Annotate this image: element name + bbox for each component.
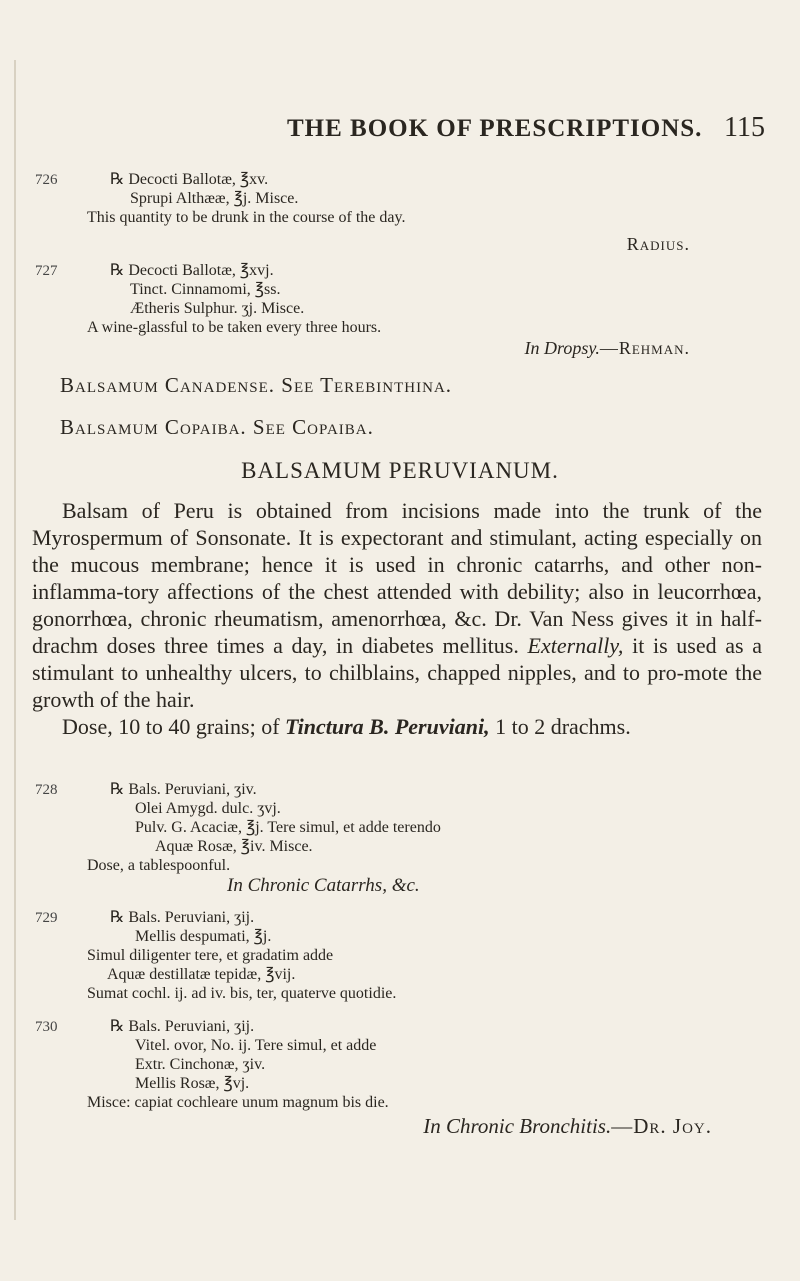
author-label: —Rehman.: [599, 338, 690, 358]
paragraph-2-italic: Tinctura B. Peruviani,: [285, 714, 490, 739]
author-label: —Dr. Joy.: [611, 1114, 712, 1138]
rx-line: Extr. Cinchonæ, ʒiv.: [135, 1056, 266, 1073]
rx-line: ℞ Bals. Peruviani, ʒiv.: [110, 781, 257, 798]
rx-line: ℞ Decocti Ballotæ, ℥xvj.: [110, 262, 274, 279]
rx-line: This quantity to be drunk in the course of the day.: [87, 209, 406, 226]
paragraph-2-end: 1 to 2 drachms.: [495, 714, 631, 739]
main-text: [32, 497, 762, 740]
rx-line: A wine-glassful to be taken every three hours.: [87, 319, 382, 336]
rx-line: Ætheris Sulphur. ʒj. Misce.: [130, 300, 305, 317]
page-number: 115: [724, 112, 765, 143]
rx-line: Dose, a tablespoonful.: [87, 857, 231, 874]
rx-line: Olei Amygd. dulc. ʒvj.: [135, 800, 281, 817]
disease-author-727: [524, 338, 690, 359]
rx-line: Mellis Rosæ, ℥vj.: [135, 1075, 250, 1092]
paragraph-1-text: Balsam of Peru is obtained from incisions made into the trunk of the Myrospermum of Sonsonate. It is expectorant and stimulant, acting especially on the mucous membrane; hence it is used in chronic catarrhs, and other non-inflamma-tory affections of the chest attended with debility; also in leucorrhœa, gonorrhœa, chronic rheumatism, amenorrhœa, &c. Dr. Van Ness gives it in half-drachm doses three times a day, in diabetes mellitus.: [32, 498, 762, 658]
paragraph-2-text: Dose, 10 to 40 grains; of: [62, 714, 280, 739]
prescription-number: 729: [35, 910, 58, 926]
rx-line: Sprupi Althææ, ℥j. Misce.: [130, 190, 299, 207]
paragraph-1-italic: Externally,: [527, 633, 624, 658]
rx-line: Aquæ Rosæ, ℥iv. Misce.: [155, 838, 313, 855]
rx-line: ℞ Bals. Peruviani, ʒij.: [110, 909, 255, 926]
running-head: THE BOOK OF PRESCRIPTIONS.: [287, 115, 703, 142]
paragraph-1: [32, 497, 762, 713]
rx-line: Mellis despumati, ℥j.: [135, 928, 272, 945]
page-edge: [14, 60, 16, 1220]
prescription-number: 730: [35, 1019, 58, 1035]
rx-line: Tinct. Cinnamomi, ℥ss.: [130, 281, 281, 298]
paragraph-1-end: it is used as a stimulant to unhealthy ulcers, to chilblains, chapped nipples, and to pro-mote the growth of the hair.: [32, 633, 763, 712]
rx-line: Simul diligenter tere, et gradatim adde: [87, 947, 334, 964]
paragraph-2: [32, 713, 762, 740]
rx-line: ℞ Bals. Peruviani, ʒij.: [110, 1018, 255, 1035]
disease-author-730: [423, 1114, 712, 1139]
prescription-number: 728: [35, 782, 58, 798]
crossref-canadense: Balsamum Canadense. See Terebinthina.: [60, 373, 453, 397]
disease-label: In Dropsy.: [524, 338, 600, 358]
disease-label: In Chronic Bronchitis.: [423, 1114, 612, 1138]
rx-line: Vitel. ovor, No. ij. Tere simul, et adde: [135, 1037, 377, 1054]
prescription-number: 727: [35, 263, 58, 279]
crossref-copaiba: Balsamum Copaiba. See Copaiba.: [60, 415, 374, 439]
rx-line: Misce: capiat cochleare unum magnum bis die.: [87, 1094, 389, 1111]
rx-line: Pulv. G. Acaciæ, ℥j. Tere simul, et adde terendo: [135, 819, 441, 836]
section-title: BALSAMUM PERUVIANUM.: [241, 458, 559, 483]
rx-line: Sumat cochl. ij. ad iv. bis, ter, quaterve quotidie.: [87, 985, 397, 1002]
author-radius: Radius.: [626, 234, 690, 254]
rx-line: ℞ Decocti Ballotæ, ℥xv.: [110, 171, 269, 188]
prescription-number: 726: [35, 172, 58, 188]
disease-label: In Chronic Catarrhs, &c.: [227, 875, 420, 896]
rx-line: Aquæ destillatæ tepidæ, ℥vij.: [107, 966, 296, 983]
